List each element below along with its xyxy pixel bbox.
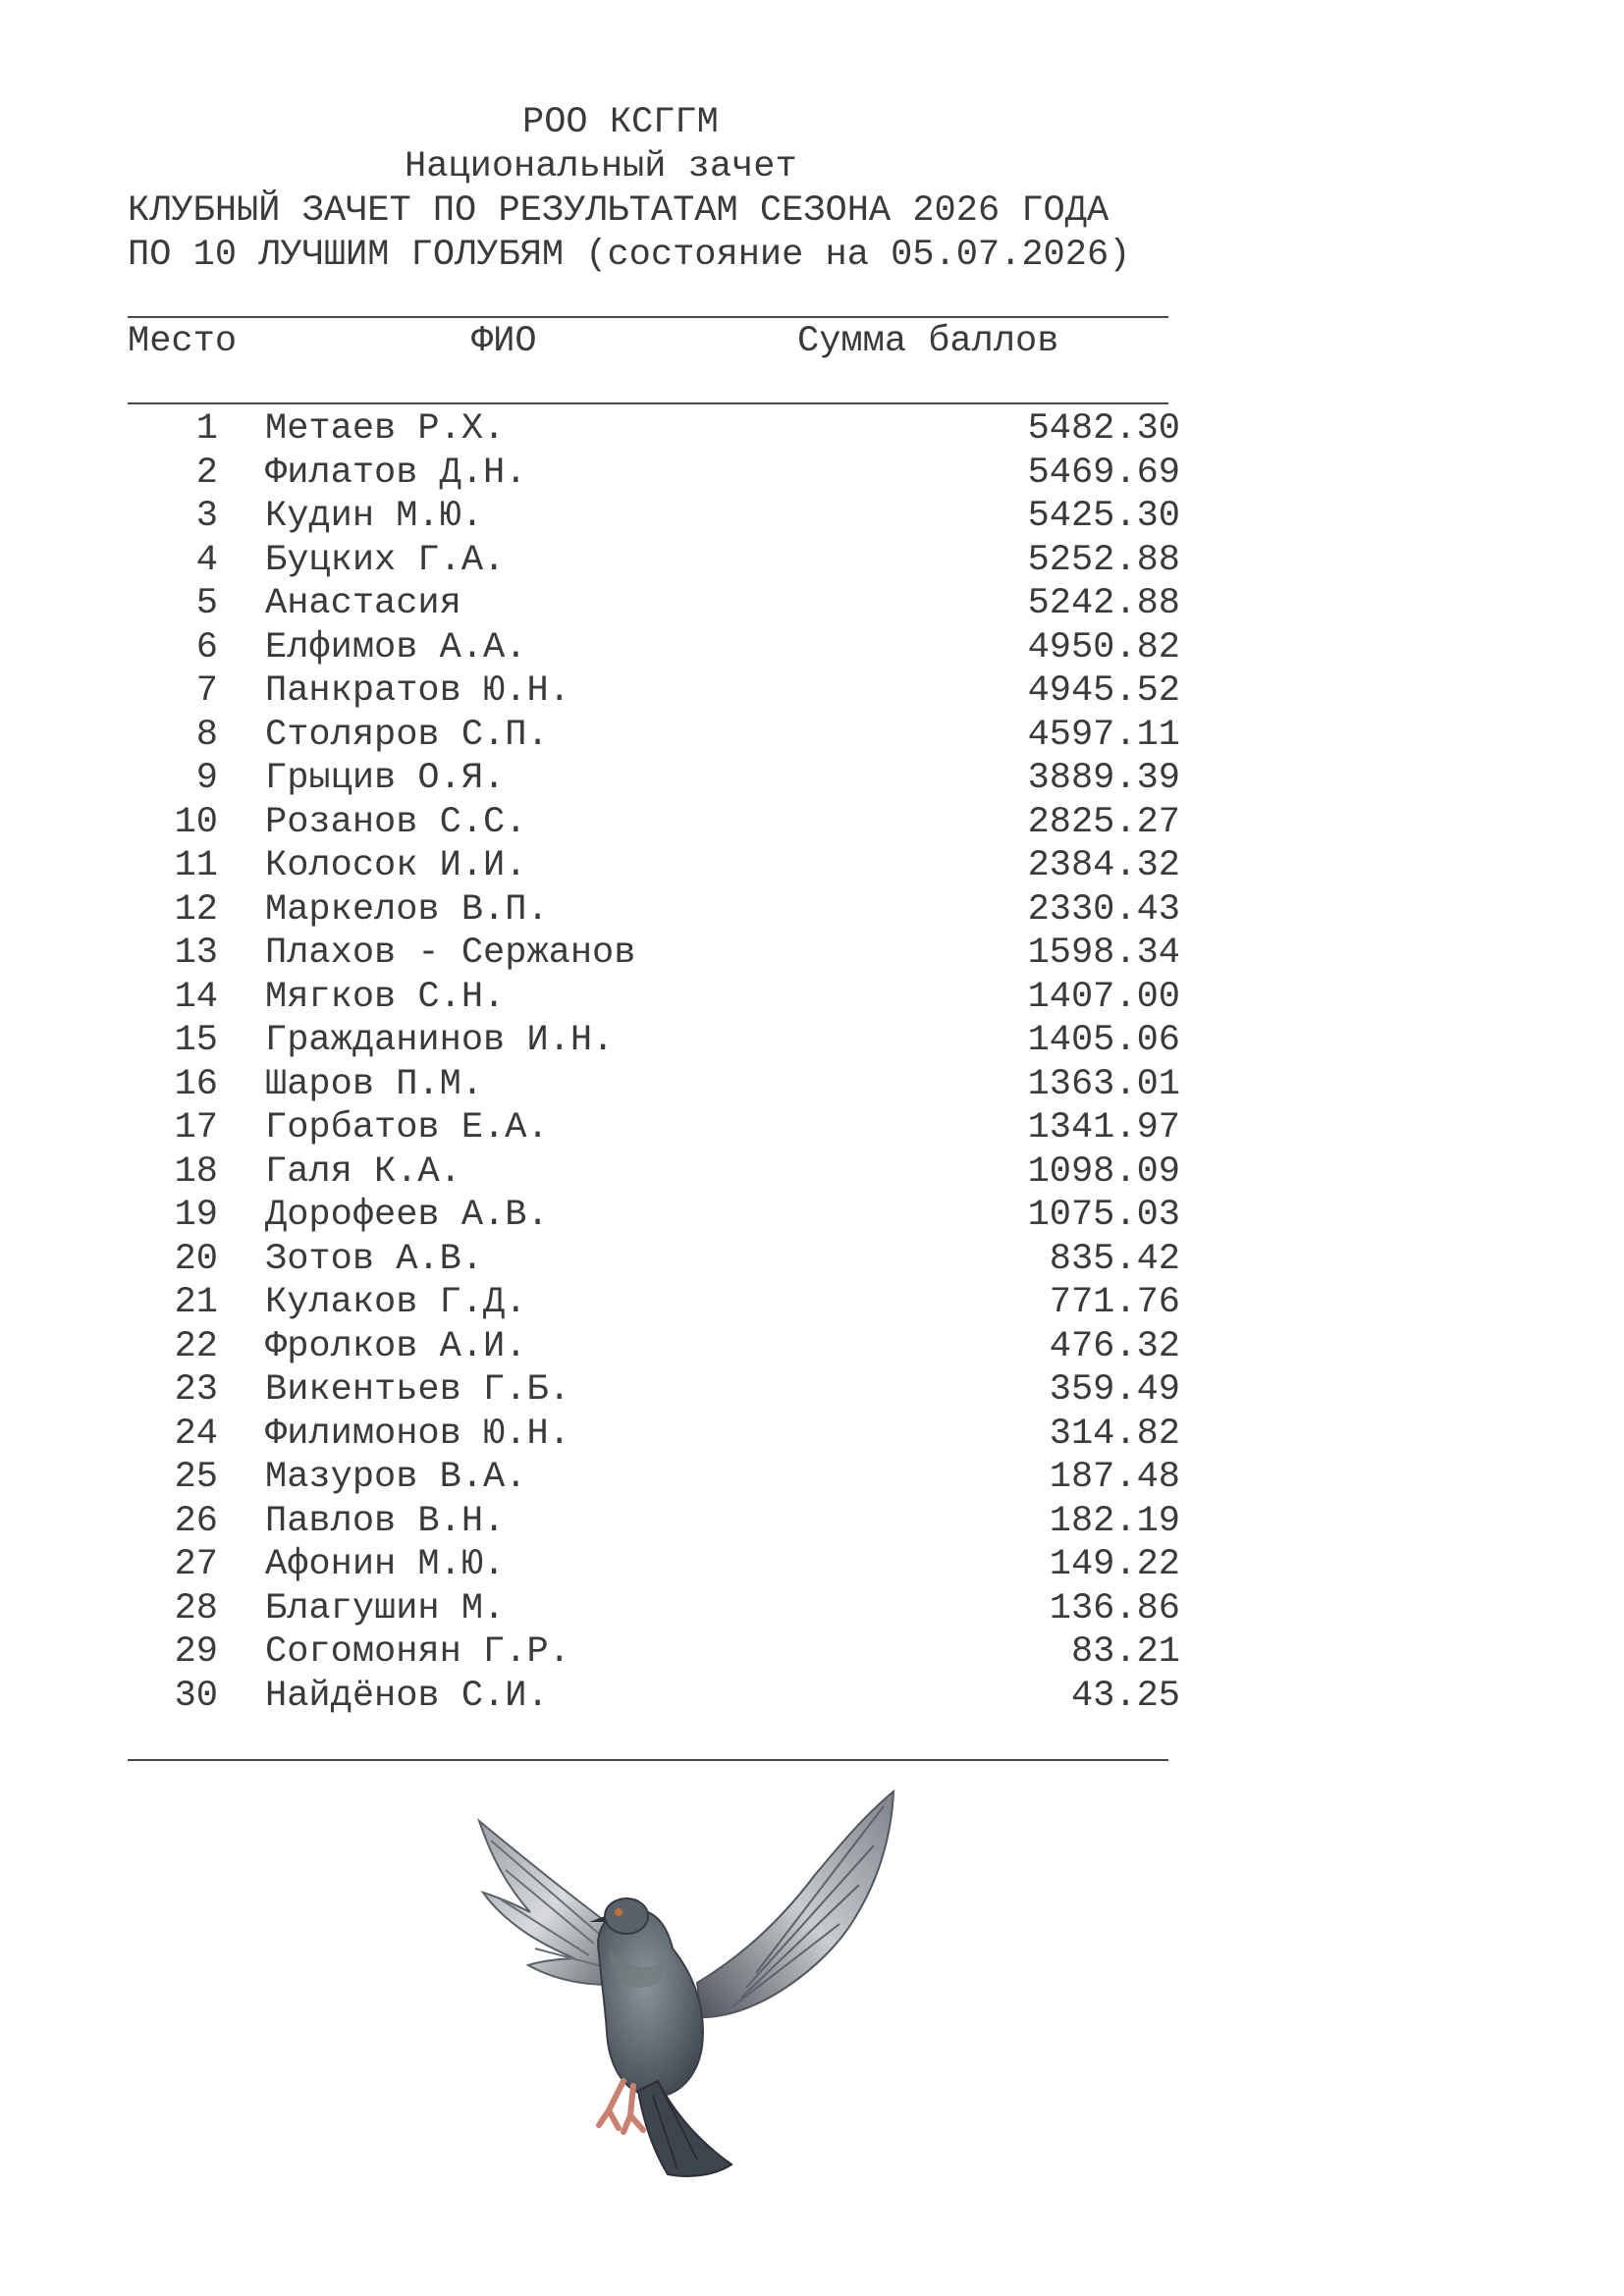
table-row (128, 801, 1180, 845)
row-name: Метаев Р.Х. (265, 408, 506, 450)
row-place: 18 (174, 1150, 218, 1193)
row-score: 359.49 (1049, 1369, 1180, 1411)
row-score: 136.86 (1049, 1587, 1180, 1629)
row-place: 15 (174, 1020, 218, 1061)
table-row (128, 1150, 1180, 1195)
row-name: Грыцив О.Я. (265, 758, 506, 799)
row-name: Благушин М. (265, 1587, 506, 1629)
row-place: 13 (174, 933, 218, 974)
bottom-rule (128, 1759, 1168, 1761)
row-name: Колосок И.И. (265, 845, 527, 886)
row-score: 1075.03 (1027, 1195, 1180, 1236)
row-score: 83.21 (1070, 1631, 1180, 1673)
row-score: 5242.88 (1027, 583, 1180, 624)
row-score: 1598.34 (1027, 933, 1180, 974)
row-place: 30 (174, 1675, 218, 1717)
top-rule (128, 316, 1168, 318)
row-place: 14 (174, 976, 218, 1018)
table-row (128, 1106, 1180, 1150)
row-score: 2384.32 (1027, 845, 1180, 886)
row-score: 5482.30 (1027, 408, 1180, 450)
row-name: Шаров П.М. (265, 1063, 484, 1105)
row-score: 835.42 (1049, 1238, 1180, 1280)
row-name: Мягков С.Н. (265, 976, 506, 1018)
row-place: 25 (174, 1457, 218, 1498)
row-score: 1405.06 (1027, 1020, 1180, 1061)
col-header-place: Место (128, 321, 238, 362)
row-place: 3 (195, 496, 218, 537)
org-name: РОО КСГГМ (522, 102, 719, 143)
row-score: 4945.52 (1027, 670, 1180, 712)
row-name: Зотов А.В. (265, 1238, 484, 1280)
row-score: 1363.01 (1027, 1063, 1180, 1105)
row-score: 3889.39 (1027, 758, 1180, 799)
row-name: Мазуров В.А. (265, 1457, 527, 1498)
row-score: 187.48 (1049, 1457, 1180, 1498)
row-score: 43.25 (1070, 1675, 1180, 1717)
row-place: 10 (174, 801, 218, 843)
row-place: 6 (195, 626, 218, 668)
table-row (128, 1368, 1180, 1413)
row-score: 476.32 (1049, 1325, 1180, 1367)
table-row (128, 1063, 1180, 1107)
table-row (128, 539, 1180, 583)
table-row (128, 757, 1180, 801)
table-row (128, 1238, 1180, 1282)
row-place: 11 (174, 845, 218, 886)
table-row (128, 582, 1180, 626)
row-name: Столяров С.П. (265, 714, 549, 756)
table-row (128, 1675, 1180, 1719)
row-name: Плахов - Сержанов (265, 933, 636, 974)
row-name: Анастасия (265, 583, 461, 624)
row-name: Панкратов Ю.Н. (265, 670, 570, 712)
table-row (128, 1413, 1180, 1457)
row-place: 21 (174, 1282, 218, 1323)
row-score: 5469.69 (1027, 452, 1180, 494)
row-name: Кудин М.Ю. (265, 496, 484, 537)
row-place: 20 (174, 1238, 218, 1280)
row-place: 28 (174, 1587, 218, 1629)
table-row (128, 1630, 1180, 1675)
table-row (128, 1543, 1180, 1587)
table-row (128, 1194, 1180, 1238)
row-place: 27 (174, 1544, 218, 1585)
row-name: Филимонов Ю.Н. (265, 1413, 570, 1455)
row-name: Кулаков Г.Д. (265, 1282, 527, 1323)
row-place: 12 (174, 888, 218, 931)
title-line-1: КЛУБНЫЙ ЗАЧЕТ ПО РЕЗУЛЬТАТАМ СЕЗОНА 2026 ГОДА (128, 190, 1110, 232)
row-name: Афонин М.Ю. (265, 1544, 506, 1585)
row-score: 1098.09 (1027, 1150, 1180, 1193)
row-score: 1407.00 (1027, 976, 1180, 1018)
title-line-2: ПО 10 ЛУЧШИМ ГОЛУБЯМ (состояние на 05.07.2026) (128, 235, 1131, 276)
row-place: 5 (195, 583, 218, 624)
row-score: 149.22 (1049, 1544, 1180, 1585)
table-row (128, 669, 1180, 714)
row-place: 24 (174, 1413, 218, 1455)
row-name: Гражданинов И.Н. (265, 1020, 615, 1061)
table-row (128, 888, 1180, 933)
row-name: Согомонян Г.Р. (265, 1631, 570, 1673)
row-score: 4950.82 (1027, 626, 1180, 668)
row-score: 2825.27 (1027, 801, 1180, 843)
row-place: 2 (195, 452, 218, 494)
row-score: 771.76 (1049, 1282, 1180, 1323)
table-row (128, 626, 1180, 670)
row-place: 29 (174, 1631, 218, 1673)
col-header-score: Сумма баллов (797, 321, 1059, 362)
row-score: 2330.43 (1027, 888, 1180, 931)
table-row (128, 1456, 1180, 1500)
row-name: Елфимов А.А. (265, 626, 527, 668)
col-header-name: ФИО (471, 321, 537, 362)
table-row (128, 1325, 1180, 1369)
table-row (128, 932, 1180, 976)
row-name: Павлов В.Н. (265, 1500, 506, 1542)
row-place: 23 (174, 1369, 218, 1411)
row-name: Розанов С.С. (265, 801, 527, 843)
row-name: Фролков А.И. (265, 1325, 527, 1367)
table-row (128, 976, 1180, 1020)
row-place: 4 (195, 539, 218, 581)
table-row (128, 844, 1180, 888)
row-name: Горбатов Е.А. (265, 1107, 549, 1148)
row-place: 19 (174, 1195, 218, 1236)
pigeon-illustration (461, 1787, 972, 2199)
row-name: Филатов Д.Н. (265, 452, 527, 494)
row-place: 8 (195, 714, 218, 756)
row-name: Викентьев Г.Б. (265, 1369, 570, 1411)
row-score: 5425.30 (1027, 496, 1180, 537)
table-row (128, 1587, 1180, 1631)
row-score: 5252.88 (1027, 539, 1180, 581)
row-score: 182.19 (1049, 1500, 1180, 1542)
table-row (128, 1019, 1180, 1063)
row-place: 1 (195, 408, 218, 450)
row-place: 7 (195, 670, 218, 712)
row-name: Галя К.А. (265, 1150, 461, 1193)
row-score: 1341.97 (1027, 1107, 1180, 1148)
results-table (128, 407, 1180, 1718)
row-place: 22 (174, 1325, 218, 1367)
table-row (128, 714, 1180, 758)
header-rule (128, 402, 1168, 404)
row-place: 16 (174, 1063, 218, 1105)
row-name: Маркелов В.П. (265, 888, 549, 931)
subtitle: Национальный зачет (405, 146, 797, 187)
row-place: 17 (174, 1107, 218, 1148)
row-score: 4597.11 (1027, 714, 1180, 756)
row-score: 314.82 (1049, 1413, 1180, 1455)
table-row (128, 495, 1180, 539)
row-name: Найдёнов С.И. (265, 1675, 549, 1717)
row-place: 26 (174, 1500, 218, 1542)
table-row (128, 452, 1180, 496)
row-name: Буцких Г.А. (265, 539, 506, 581)
row-name: Дорофеев А.В. (265, 1195, 549, 1236)
table-row (128, 407, 1180, 452)
table-row (128, 1281, 1180, 1325)
table-row (128, 1500, 1180, 1544)
document-header (128, 101, 1130, 278)
row-place: 9 (195, 758, 218, 799)
